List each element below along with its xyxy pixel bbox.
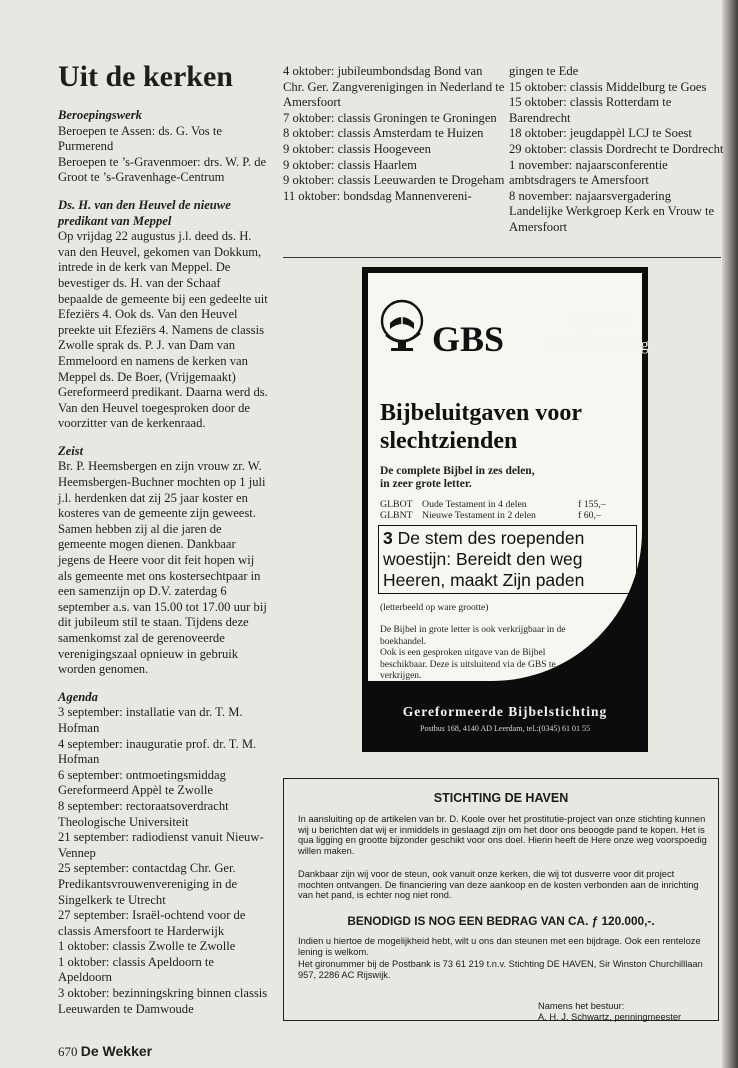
column-2 xyxy=(283,64,505,204)
large-print-sample xyxy=(378,525,637,594)
ad-subhead-line: in zeer grote letter. xyxy=(380,478,472,490)
price-code: GLBOT xyxy=(380,499,413,510)
notice-paragraph: Indien u hiertoe de mogelijkheid hebt, wilt u ons dan steunen met een bijdrage. Ook een renteloze lening is welkom. xyxy=(298,936,701,957)
zeist-text: Br. P. Heemsbergen en zijn vrouw zr. W. Heemsbergen-Buchner mochten op 1 juli j.l. herdenken dat zij 25 jaar koster en kosteres van de gemeente zijn geweest. Samen hebben zij al die jaren de gemeente mogen dienen. Dankbaar jegens de Heere voor dit feit hopen wij als gemeente met ons kostersechtpaar in een samenzijn op D.V. zaterdag 6 september a.s. van 15.00 tot 17.00 uur bij dit jubileum stil te staan. Tijdens deze samenkomst zal de gerenoveerde verenigingszaal opnieuw in gebruik worden genomen. xyxy=(58,459,267,677)
sample-verse-number: 3 xyxy=(383,528,393,548)
agenda-item: 3 oktober: bezinningskring binnen classis Leeuwarden te Damwoude xyxy=(58,986,268,1016)
foundation-name: Gereformeerde Bijbelstichting xyxy=(402,704,608,719)
signature-line: Namens het bestuur: xyxy=(538,1001,625,1011)
ad-info-line: De Bijbel in grote letter is ook verkrijgbaar in de boekhandel. xyxy=(380,625,566,647)
magazine-name: De Wekker xyxy=(80,1043,153,1059)
agenda-item: 1 oktober: classis Zwolle te Zwolle xyxy=(58,939,236,954)
price-list xyxy=(380,499,618,521)
price-row xyxy=(380,499,618,510)
bijbels-banner xyxy=(544,309,654,357)
beroep-line: Beroepen te ’s-Gravenmoer: drs. W. P. de Groot te ’s-Gravenhage-Centrum xyxy=(58,154,267,185)
notice-signature xyxy=(538,1001,681,1022)
page-number: 670 xyxy=(58,1044,78,1059)
gbs-advertisement xyxy=(362,267,648,752)
sample-line xyxy=(383,528,632,549)
notice-paragraph: Dankbaar zijn wij voor de steun, ook vanuit onze kerken, die wij tot dusverre voor dit project mochten ontvangen. De financiering van deze aankoop en de kosten verbonden aan de inrichting van het pand, is echter nog niet rond. xyxy=(298,869,699,901)
agenda-item: 11 oktober: bondsdag Mannenvereni- xyxy=(283,188,472,203)
bijbels-line: Bijbels in xyxy=(567,311,631,330)
agenda-item: 27 september: Israël-ochtend voor de classis Amersfoort te Harderwijk xyxy=(58,908,246,938)
ad-subhead-line: De complete Bijbel in zes delen, xyxy=(380,465,535,477)
agenda-item: 21 september: radiodienst vanuit Nieuw-Vennep xyxy=(58,830,264,860)
column-3 xyxy=(509,64,724,236)
price-amount: f 155,– xyxy=(578,499,606,510)
letterbeeld-note: (letterbeeld op ware grootte) xyxy=(380,603,489,613)
agenda-item: 3 september: installatie van dr. T. M. Hofman xyxy=(58,705,243,735)
agenda-item: 29 oktober: classis Dordrecht te Dordrecht xyxy=(509,141,724,156)
page-title: Uit de kerken xyxy=(58,60,233,93)
ad-headline xyxy=(380,399,582,455)
agenda-item: 4 oktober: jubileumbondsdag Bond van Chr. Ger. Zangverenigingen in Nederland te Amersfoort xyxy=(283,64,505,110)
signature-line: A. H. J. Schwartz, penningmeester xyxy=(538,1011,682,1022)
price-row xyxy=(380,510,618,521)
page-footer xyxy=(58,1043,152,1060)
notice-paragraph: In aansluiting op de artikelen van br. D. Koole over het prostitutie-project van onze stichting kunnen wij u berichten dat wij er inmiddels in geslaagd zijn om het door ons beoogde pand te kopen. Het is qua ligging en grootte bijzonder geschikt voor ons doel. Hierin heeft de Here onze weg voorspoedig willen maken. xyxy=(298,814,707,856)
agenda-item: 8 oktober: classis Amsterdam te Huizen xyxy=(283,126,484,141)
section-heading-heuvel: Ds. H. van den Heuvel de nieuwe predikant van Meppel xyxy=(58,197,231,228)
sample-text: De stem des roependen xyxy=(392,528,585,548)
notice-title: STICHTING DE HAVEN xyxy=(433,791,569,805)
ad-info-line: Ook is een gesproken uitgave van de Bijbel beschikbaar. Deze is uitsluitend via de GBS te verkrijgen. xyxy=(380,648,556,681)
column-1 xyxy=(58,60,268,1017)
ad-subhead xyxy=(380,465,610,491)
globe-book-icon xyxy=(378,297,430,355)
agenda-item: 8 september: rectoraatsoverdracht Theologische Universiteit xyxy=(58,798,229,829)
column-divider-rule xyxy=(283,257,721,258)
foundation-address: Postbus 168, 4140 AD Leerdam, tel.:(0345) 61 01 55 xyxy=(420,724,590,733)
agenda-item: 15 oktober: classis Rotterdam te Barendrecht xyxy=(509,95,672,125)
heuvel-text: Op vrijdag 22 augustus j.l. deed ds. H. van den Heuvel, gekomen van Dokkum, intrede in de kerk van Meppel. De bevestiger ds. H. van der Schaaf bepaalde de gemeente bij een gedeelte uit Efeziërs 4. Ook ds. Van den Heuvel preekte uit Efeziërs 4. Namens de classis Zwolle sprak ds. P. J. van Dam van Emmeloord en namens de kerken van Meppel ds. De Boer, (Vrijgemaakt) Gereformeerd predikant. Daarna werd ds. Van den Heuvel toegesproken door de voorzitter van de kerkenraad. xyxy=(58,229,268,431)
agenda-item: 18 oktober: jeugdappèl LCJ te Soest xyxy=(509,126,692,141)
agenda-item: 4 september: inauguratie prof. dr. T. M. Hofman xyxy=(58,736,257,767)
bijbels-line: Statenvertaling xyxy=(549,335,649,354)
price-desc: Oude Testament in 4 delen xyxy=(422,499,527,510)
agenda-item: gingen te Ede xyxy=(509,64,579,78)
ad-headline-line: slechtzienden xyxy=(380,428,518,454)
agenda-item: 9 oktober: classis Hoogeveen xyxy=(283,141,431,156)
notice-amount: BENODIGD IS NOG EEN BEDRAG VAN CA. ƒ 120.000,-. xyxy=(347,914,655,928)
ad-info xyxy=(380,625,570,683)
agenda-item: 15 oktober: classis Middelburg te Goes xyxy=(509,79,707,94)
sample-line: woestijn: Bereidt den weg xyxy=(383,549,583,569)
agenda-item: 1 oktober: classis Apeldoorn te Apeldoorn xyxy=(58,954,214,985)
price-desc: Nieuwe Testament in 2 delen xyxy=(422,510,536,521)
section-heading-agenda: Agenda xyxy=(58,689,98,704)
notice-paragraph: Het gironummer bij de Postbank is 73 61 219 t.n.v. Stichting DE HAVEN, Sir Winston Churchilllaan 957, 2286 AC Rijswijk. xyxy=(298,959,703,980)
ad-headline-line: Bijbeluitgaven voor xyxy=(380,400,582,426)
agenda-item: 1 november: najaarsconferentie ambtsdragers te Amersfoort xyxy=(509,157,668,188)
agenda-item: 25 september: contactdag Chr. Ger. Predikantsvrouwenvereniging in de Singelkerk te Utrecht xyxy=(58,861,238,907)
agenda-item: 9 oktober: classis Haarlem xyxy=(283,157,417,172)
agenda-item: 9 oktober: classis Leeuwarden te Drogeham xyxy=(283,173,505,188)
price-amount: f 60,– xyxy=(578,510,601,521)
price-code: GLBNT xyxy=(380,510,413,521)
section-heading-zeist: Zeist xyxy=(58,443,84,458)
page-spine-shadow xyxy=(722,0,738,1068)
stichting-de-haven-notice xyxy=(283,778,719,1021)
beroep-line: Beroepen te Assen: ds. G. Vos te Purmerend xyxy=(58,123,222,154)
section-heading-beroepingswerk: Beroepingswerk xyxy=(58,108,142,122)
agenda-item: 6 september: ontmoetingsmiddag Gereformeerd Appèl te Zwolle xyxy=(58,767,226,798)
agenda-item: 7 oktober: classis Groningen te Groningen xyxy=(283,110,497,125)
sample-line: Heeren, maakt Zijn paden xyxy=(383,570,585,590)
agenda-item: 8 november: najaarsvergadering Landelijke Werkgroep Kerk en Vrouw te Amersfoort xyxy=(509,188,715,234)
gbs-logo-text: GBS xyxy=(432,319,505,359)
